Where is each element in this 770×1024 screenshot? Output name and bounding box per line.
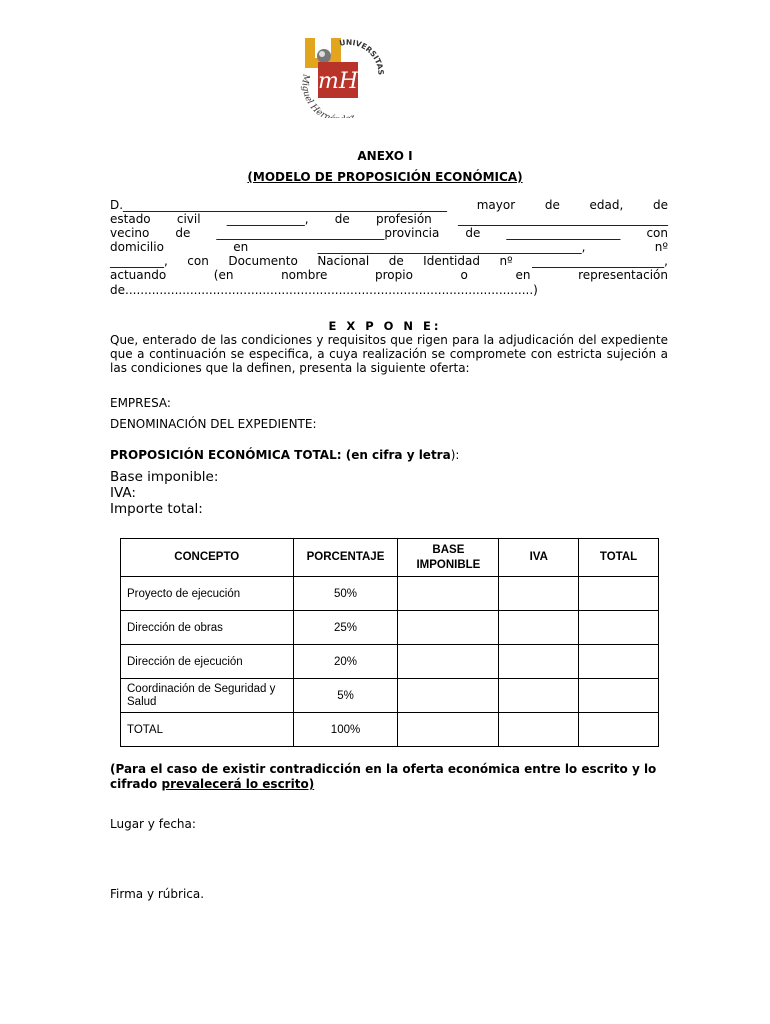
base-cell (398, 645, 499, 679)
empresa-label: EMPRESA: (110, 396, 171, 410)
base-cell (398, 713, 499, 747)
table-row (121, 679, 659, 713)
header-concepto: CONCEPTO (121, 539, 294, 577)
iva-cell (499, 611, 579, 645)
base-cell (398, 577, 499, 611)
porcentaje-cell: 20% (293, 645, 398, 679)
total-cell (579, 611, 659, 645)
porcentaje-cell: 100% (293, 713, 398, 747)
total-cell (579, 577, 659, 611)
svg-text:Miguel Hernández: Miguel Hern (300, 73, 332, 118)
iva-label: IVA: (110, 485, 136, 501)
table-row (121, 611, 659, 645)
concepto-cell: Dirección de ejecución (121, 645, 294, 679)
porcentaje-cell: 50% (293, 577, 398, 611)
porcentaje-cell: 5% (293, 679, 398, 713)
total-cell (579, 645, 659, 679)
expone-text: Que, enterado de las condiciones y requisitos que rigen para la adjudicación del expediente que a continuación se especifica, a cuya realización se compromete con estricta sujeción a las condiciones que la definen, presenta la siguiente oferta: (110, 333, 668, 376)
header-porcentaje: PORCENTAJE (293, 539, 398, 577)
declaration-line-7: de...........................................................................................................) (110, 283, 538, 297)
importe-total-label: Importe total: (110, 501, 203, 517)
annex-subtitle: (MODELO DE PROPOSICIÓN ECONÓMICA) (247, 170, 523, 184)
base-cell (398, 679, 499, 713)
denominacion-label: DENOMINACIÓN DEL EXPEDIENTE: (110, 417, 317, 431)
proposicion-heading: PROPOSICIÓN ECONÓMICA TOTAL: (en cifra y letra): (110, 448, 460, 462)
porcentaje-cell: 25% (293, 611, 398, 645)
header-total: TOTAL (579, 539, 659, 577)
iva-cell (499, 713, 579, 747)
iva-cell (499, 577, 579, 611)
concepto-cell: Proyecto de ejecución (121, 577, 294, 611)
university-logo (300, 36, 386, 118)
concepto-cell: Dirección de obras (121, 611, 294, 645)
table-header-row (121, 539, 659, 577)
declaration-line-4: domicilio en ____________________________________________, nº (110, 240, 668, 254)
expone-heading: E X P O N E: (328, 319, 442, 333)
annex-title: ANEXO I (357, 149, 413, 163)
total-cell (579, 679, 659, 713)
declaration-line-5: _________, con Documento Nacional de Identidad nº ______________________, (110, 254, 668, 268)
declaration-line-3: vecino de ____________________________provincia de ___________________ con (110, 226, 668, 240)
declaration-line-1: D.______________________________________________________ mayor de edad, de (110, 198, 668, 212)
base-cell (398, 611, 499, 645)
concepto-cell: TOTAL (121, 713, 294, 747)
iva-cell (499, 645, 579, 679)
firma-rubrica-label: Firma y rúbrica. (110, 887, 205, 901)
header-iva: IVA (499, 539, 579, 577)
table-row (121, 577, 659, 611)
offer-table (120, 538, 659, 747)
lugar-fecha-label: Lugar y fecha: (110, 817, 196, 831)
table-row (121, 645, 659, 679)
declaration-line-6: actuando (en nombre propio o en representación (110, 268, 668, 282)
logo-emblem-icon (300, 36, 386, 118)
total-cell (579, 713, 659, 747)
contradiction-note: (Para el caso de existir contradicción en la oferta económica entre lo escrito y lo cifrado prevalecerá lo escrito) (110, 762, 657, 791)
base-imponible-label: Base imponible: (110, 469, 219, 485)
svg-text:UNIVERSITAS: UNIVERSITAS (338, 37, 386, 76)
declaration-line-2: estado civil _____________, de profesión ___________________________________ (110, 212, 668, 226)
concepto-cell: Coordinación de Seguridad y Salud (121, 679, 294, 713)
iva-cell (499, 679, 579, 713)
table-row (121, 713, 659, 747)
header-base-imponible: BASE IMPONIBLE (398, 539, 499, 577)
svg-text:mH: mH (317, 69, 359, 94)
